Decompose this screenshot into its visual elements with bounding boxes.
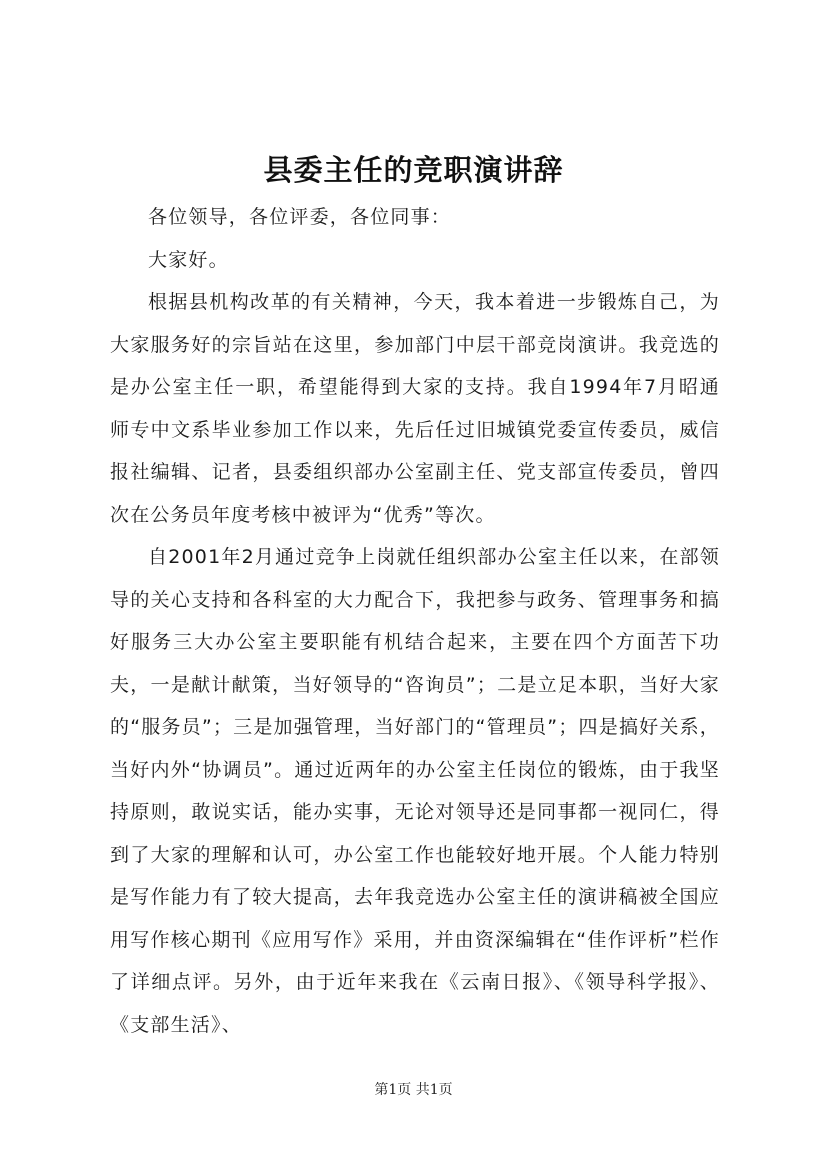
background-paragraph: 根据县机构改革的有关精神，今天，我本着进一步锻炼自己，为大家服务好的宗旨站在这里，参加部门中层干部竞岗演讲。我竞选的是办公室主任一职，希望能得到大家的支持。我自1994年7月昭通师专中文系毕业参加工作以来，先后任过旧城镇党委宣传委员，威信报社编辑、记者，县委组织部办公室副主任、党支部宣传委员，曾四次在公务员年度考核中被评为“优秀”等次。 bbox=[110, 291, 720, 526]
document-body bbox=[110, 196, 720, 1046]
document-title: 县委主任的竞职演讲辞 bbox=[263, 153, 564, 187]
experience-paragraph: 自2001年2月通过竞争上岗就任组织部办公室主任以来，在部领导的关心支持和各科室的大力配合下，我把参与政务、管理事务和搞好服务三大办公室主要职能有机结合起来，主要在四个方面苦下功夫，一是献计献策，当好领导的“咨询员”；二是立足本职，当好大家的“服务员”；三是加强管理，当好部门的“管理员”；四是搞好关系，当好内外“协调员”。通过近两年的办公室主任岗位的锻炼，由于我坚持原则，敢说实话，能办实事，无论对领导还是同事都一视同仁，得到了大家的理解和认可，办公室工作也能较好地开展。个人能力特别是写作能力有了较大提高，去年我竞选办公室主任的演讲稿被全国应用写作核心期刊《应用写作》采用，并由资深编辑在“佳作评析”栏作了详细点评。另外，由于近年来我在《云南日报》、《领导科学报》、《支部生活》、 bbox=[110, 546, 720, 1036]
page-number-footer: 第1页 共1页 bbox=[374, 1082, 453, 1098]
greeting-paragraph: 大家好。 bbox=[148, 248, 229, 271]
salutation-paragraph: 各位领导，各位评委，各位同事： bbox=[148, 206, 452, 228]
